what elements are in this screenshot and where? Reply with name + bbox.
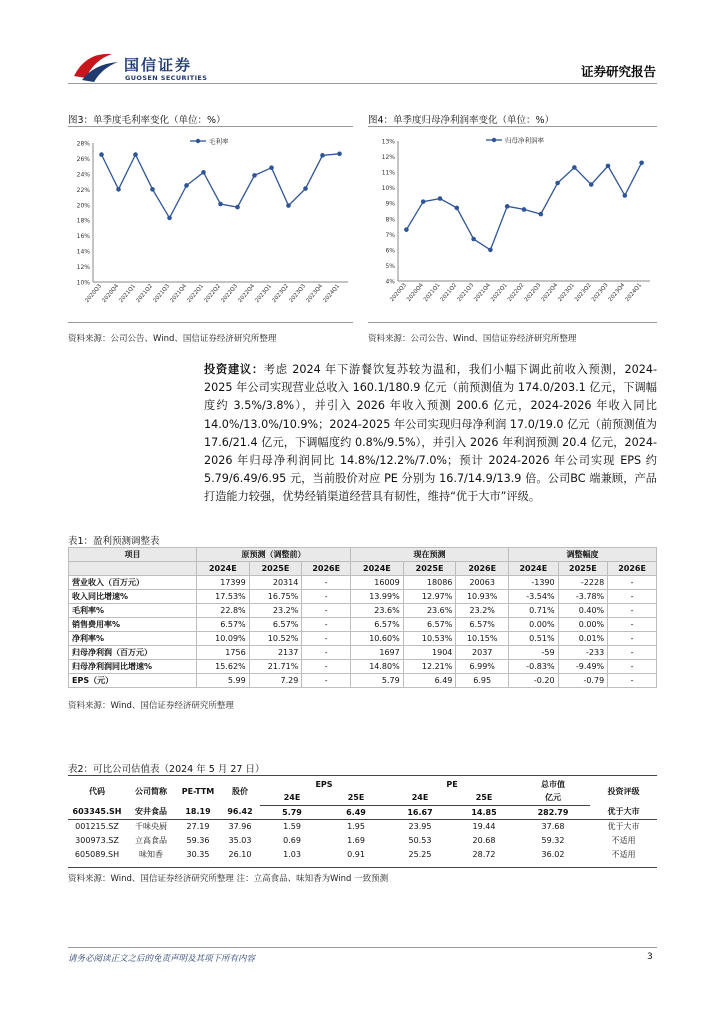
table-row: [69, 590, 657, 604]
table-cell-eps24: 5.79: [260, 805, 324, 819]
data-point: [133, 152, 138, 157]
table-cell-pe25: 14.85: [452, 805, 516, 819]
data-point: [303, 186, 308, 191]
table1-year-header: 2025E: [558, 562, 608, 576]
table-cell-price: 26.10: [228, 849, 252, 859]
table-cell: 17.53%: [197, 590, 250, 604]
table-cell: 0.00%: [558, 618, 608, 632]
table-cell: -1390: [509, 576, 559, 590]
report-type-label: 证券研究报告: [580, 64, 656, 79]
x-tick-label: 2023Q2: [574, 282, 593, 304]
table2-header: 公司简称: [135, 786, 167, 796]
table-cell: 23.6%: [403, 604, 456, 618]
data-point: [488, 248, 493, 253]
page-header: [0, 0, 724, 90]
table-row: [69, 618, 657, 632]
fig4-title: 图4：单季度归母净利润率变化（单位：%）: [368, 115, 555, 126]
table-cell: 20063: [456, 576, 509, 590]
x-tick-label: 2023Q3: [590, 282, 610, 304]
table-cell: 16.75%: [249, 590, 302, 604]
investment-advice: [204, 361, 657, 507]
table-cell-mktcap: 59.32: [541, 835, 565, 845]
table-cell: 1904: [403, 646, 456, 660]
table-cell-code: 605089.SH: [74, 849, 120, 859]
data-point: [606, 164, 611, 169]
data-point: [235, 205, 240, 210]
advice-text: 考虑 2024 年下游餐饮复苏较为温和，我们小幅下调此前收入预测，2024-2025 年公司实现营业总收入 160.1/180.9 亿元（前预测值为 174.0/203.1 亿元，下调幅度约 3.5%/3.8%），并引入 2026 年收入预测 200.6 亿元，2024-2026 年收入同比 14.0%/13.0%/10.9%；2024-2025 年公司实现归母净利润 17.0/19.0 亿元（前预测值为 17.6/21.4 亿元，下调幅度约 0.8%/9.5%），并引入 2026 年利润预测 20.4 亿元，2024-2026 年归母净利润同比 14.8%/12.2%/7.0%；预计 2024-2026 年公司实现 EPS 约 5.79/6.49/6.95 元，当前股价对应 PE 分别为 16.7/14.9/13.9 倍。公司BC 端兼顾，产品打造能力较强，优势经销渠道经营具有韧性，维持“优于大市”评级。: [204, 363, 657, 504]
table-cell: -3.78%: [558, 590, 608, 604]
data-point: [438, 196, 443, 201]
table-cell: 0.51%: [509, 632, 559, 646]
y-tick-label: 11%: [381, 169, 395, 177]
table-row: [68, 819, 657, 833]
x-tick-label: 2022Q2: [203, 283, 223, 305]
table2-header: 代码: [89, 786, 105, 796]
table-cell: 6.57%: [197, 618, 250, 632]
table-cell: -: [608, 604, 657, 618]
table-cell: 6.49: [403, 674, 456, 688]
table1-year-header: 2025E: [403, 562, 456, 576]
table-cell: -0.83%: [509, 660, 559, 674]
table-row: [68, 833, 657, 847]
table2-subheader: 25E: [324, 791, 388, 805]
table2-subheader: 24E: [260, 791, 324, 805]
table-cell: 6.57%: [403, 618, 456, 632]
x-tick-label: 2021Q3: [152, 283, 172, 305]
data-point: [572, 165, 577, 170]
data-point: [252, 173, 257, 178]
table-cell: 10.53%: [403, 632, 456, 646]
x-tick-label: 2021Q3: [456, 282, 476, 304]
header-divider: [68, 83, 657, 84]
y-tick-label: 20%: [76, 202, 90, 210]
x-tick-label: 2021Q4: [473, 282, 492, 304]
table-cell: -: [302, 660, 351, 674]
table-cell-mktcap: 37.68: [541, 821, 565, 831]
x-tick-label: 2022Q1: [186, 283, 206, 305]
company-logo: [72, 50, 232, 84]
gross-margin-chart: [68, 127, 353, 322]
table-cell: 23.2%: [249, 604, 302, 618]
table-cell-pe24: 25.25: [408, 849, 432, 859]
row-label: 净利率%: [69, 632, 197, 646]
table-cell: -: [302, 674, 351, 688]
row-label: 收入同比增速%: [69, 590, 197, 604]
table2-bottom-rule: [68, 867, 657, 868]
x-tick-label: 2021Q2: [439, 282, 459, 304]
table2-source: 资料来源：Wind、国信证券经济研究所整理 注：立高食品、味知香为Wind 一致预测: [68, 874, 389, 884]
table-cell: 0.00%: [509, 618, 559, 632]
series-line: [102, 154, 340, 218]
table-cell-code: 603345.SH: [68, 805, 126, 819]
table2-header: PE-TTM: [181, 786, 215, 796]
advice-label: 投资建议：: [204, 363, 264, 376]
table-cell-pe-ttm: 27.19: [186, 821, 210, 831]
table-cell-name: 千味央厨: [135, 821, 167, 831]
y-tick-label: 12%: [76, 264, 90, 272]
table-cell: 2037: [456, 646, 509, 660]
table2-subheader: 24E: [388, 791, 452, 805]
table-cell: -: [608, 590, 657, 604]
table-cell-rating: 不适用: [611, 835, 636, 845]
x-tick-label: 2023Q1: [254, 283, 274, 305]
table-row: [69, 674, 657, 688]
table-row: [69, 646, 657, 660]
table2-header: 投资评级: [607, 786, 640, 796]
table-cell: 10.15%: [456, 632, 509, 646]
table-cell-name: 安井食品: [126, 805, 176, 819]
table-cell: -: [608, 576, 657, 590]
table-row: [69, 576, 657, 590]
x-tick-label: 2020Q3: [84, 283, 104, 305]
table2-header: EPS: [315, 779, 333, 789]
table-cell: 0.40%: [558, 604, 608, 618]
table2-header: PE: [446, 779, 458, 789]
table-cell: 23.6%: [351, 604, 404, 618]
table-cell-eps25: 6.49: [324, 805, 388, 819]
table-cell: -: [302, 590, 351, 604]
table-cell: -2228: [558, 576, 608, 590]
table-cell: 16009: [351, 576, 404, 590]
table-cell: 10.09%: [197, 632, 250, 646]
table-cell: 7.29: [249, 674, 302, 688]
table-cell: 6.99%: [456, 660, 509, 674]
y-tick-label: 12%: [381, 154, 395, 162]
y-tick-label: 4%: [385, 278, 395, 286]
table-cell: 18086: [403, 576, 456, 590]
table-cell: 6.95: [456, 674, 509, 688]
fig4-frame: [368, 126, 657, 323]
table-cell-pe25: 19.44: [472, 821, 496, 831]
data-point: [421, 199, 426, 204]
table2-subheader: 25E: [452, 791, 516, 805]
x-tick-label: 2023Q4: [305, 283, 325, 305]
earnings-forecast-table: [68, 547, 657, 688]
x-tick-label: 2020Q4: [101, 283, 121, 305]
table-cell: 1756: [197, 646, 250, 660]
table-cell: 6.57%: [456, 618, 509, 632]
table-cell-pe-ttm: 30.35: [186, 849, 210, 859]
footer-disclaimer: 请务必阅读正文之后的免责声明及其项下所有内容: [68, 954, 256, 964]
table-cell: 5.99: [197, 674, 250, 688]
table1-year-header: 2026E: [608, 562, 657, 576]
x-tick-label: 2023Q1: [557, 282, 576, 304]
row-label: 营业收入（百万元）: [69, 576, 197, 590]
table-cell-eps24: 1.03: [283, 849, 301, 859]
table2-subheader: 亿元: [516, 791, 590, 805]
table-cell: 17399: [197, 576, 250, 590]
table-cell: -0.79: [558, 674, 608, 688]
table-cell: -: [302, 576, 351, 590]
table2-header: 股价: [232, 786, 248, 796]
legend-label: 归母净利润率: [505, 136, 544, 145]
table-cell: -3.54%: [509, 590, 559, 604]
table-cell-rating: 优于大市: [607, 821, 640, 831]
row-label: 归母净利润同比增速%: [69, 660, 197, 674]
table-cell: -233: [558, 646, 608, 660]
table-cell: 6.57%: [351, 618, 404, 632]
data-point: [99, 152, 104, 157]
table2-header: 总市值: [541, 779, 565, 789]
table-cell: 15.62%: [197, 660, 250, 674]
row-label: 归母净利润（百万元）: [69, 646, 197, 660]
y-tick-label: 7%: [385, 231, 395, 239]
table-cell: -: [302, 604, 351, 618]
table-cell-eps25: 1.95: [347, 821, 365, 831]
y-tick-label: 28%: [76, 140, 90, 148]
table-cell-code: 001215.SZ: [75, 821, 119, 831]
data-point: [505, 204, 510, 209]
data-point: [337, 152, 342, 157]
series-line: [406, 163, 641, 250]
x-tick-label: 2023Q4: [607, 282, 627, 304]
x-tick-label: 2022Q3: [220, 283, 240, 305]
table-cell: 20314: [249, 576, 302, 590]
data-point: [522, 207, 527, 212]
table1-group-header: 现在预测: [351, 548, 509, 562]
table-cell-mktcap: 282.79: [516, 805, 590, 819]
legend-label: 毛利率: [209, 137, 229, 146]
data-point: [201, 170, 206, 175]
table-cell: 22.8%: [197, 604, 250, 618]
logo-text-en: GUOSEN SECURITIES: [125, 74, 208, 82]
table-cell-eps24: 1.59: [283, 821, 301, 831]
table-cell: -: [302, 646, 351, 660]
table-cell-code: 300973.SZ: [75, 835, 119, 845]
table-cell-pe24: 50.53: [408, 835, 432, 845]
table-cell-price: 37.96: [228, 821, 252, 831]
data-point: [116, 187, 121, 192]
table-cell-price: 96.42: [220, 805, 260, 819]
net-margin-chart: [368, 127, 657, 322]
table-row: [68, 805, 657, 819]
data-point: [218, 202, 223, 207]
table-cell: 23.2%: [456, 604, 509, 618]
table-row: [69, 632, 657, 646]
y-tick-label: 13%: [381, 138, 395, 146]
table1-title: 表1：盈利预测调整表: [68, 536, 160, 547]
data-point: [320, 153, 325, 158]
table-cell: -0.20: [509, 674, 559, 688]
table2-title: 表2：可比公司估值表（2024 年 5 月 27 日）: [68, 764, 265, 775]
table-cell-name: 味知香: [139, 849, 163, 859]
table-cell-eps25: 0.91: [347, 849, 365, 859]
data-point: [404, 227, 409, 232]
table1-group-header: 原预测（调整前）: [197, 548, 351, 562]
fig4-source: 资料来源：公司公告、Wind、国信证券经济研究所整理: [368, 334, 577, 344]
row-label: EPS（元）: [69, 674, 197, 688]
x-tick-label: 2022Q2: [506, 282, 526, 304]
table-cell-rating: 不适用: [611, 849, 636, 859]
table-cell: 13.99%: [351, 590, 404, 604]
table2-header-row: [68, 777, 657, 791]
table-row: [68, 847, 657, 861]
table-cell: 14.80%: [351, 660, 404, 674]
table-cell: 5.79: [351, 674, 404, 688]
table-cell: 10.60%: [351, 632, 404, 646]
y-tick-label: 9%: [385, 200, 395, 208]
y-tick-label: 5%: [385, 262, 395, 270]
table-cell: 12.21%: [403, 660, 456, 674]
x-tick-label: 2022Q3: [523, 282, 543, 304]
table-cell-name: 立高食品: [135, 835, 167, 845]
table-cell: 0.71%: [509, 604, 559, 618]
table1-group-header: 调整幅度: [509, 548, 657, 562]
data-point: [269, 165, 274, 170]
table-cell-pe25: 28.72: [472, 849, 496, 859]
table1-group-header: 项目: [69, 548, 197, 562]
table-cell: -: [608, 646, 657, 660]
table-cell-price: 35.03: [228, 835, 252, 845]
table-cell: -: [608, 618, 657, 632]
logo-mark-icon: [72, 50, 120, 84]
table-cell-pe-ttm: 59.36: [186, 835, 210, 845]
table-cell-eps24: 0.69: [283, 835, 301, 845]
y-tick-label: 24%: [76, 171, 90, 179]
peer-valuation-table: [68, 777, 657, 861]
legend-marker: [196, 139, 200, 143]
table1-group-header-row: [69, 548, 657, 562]
fig3-source: 资料来源：公司公告、Wind、国信证券经济研究所整理: [68, 334, 277, 344]
data-point: [639, 160, 644, 165]
table1-year-header: 2024E: [351, 562, 404, 576]
data-point: [184, 183, 189, 188]
x-tick-label: 2020Q3: [389, 282, 408, 304]
fig3-frame: [68, 126, 353, 323]
table1-year-header: 2024E: [197, 562, 250, 576]
x-tick-label: 2021Q2: [135, 283, 155, 305]
table1-year-header: 2026E: [302, 562, 351, 576]
table1-year-header: 2025E: [249, 562, 302, 576]
table-cell: -9.49%: [558, 660, 608, 674]
page-number: 3: [647, 952, 653, 962]
table-cell: -: [608, 674, 657, 688]
fig3-title: 图3：单季度毛利率变化（单位：%）: [68, 115, 226, 126]
table-cell: 12.97%: [403, 590, 456, 604]
table-cell-eps25: 1.69: [347, 835, 365, 845]
table-cell: -: [608, 632, 657, 646]
table-cell: 10.93%: [456, 590, 509, 604]
x-tick-label: 2021Q4: [169, 283, 189, 305]
row-label: 毛利率%: [69, 604, 197, 618]
table-cell-pe24: 16.67: [388, 805, 452, 819]
y-tick-label: 10%: [76, 279, 90, 287]
x-tick-label: 2024Q1: [624, 282, 644, 304]
table-cell: -: [302, 632, 351, 646]
data-point: [471, 237, 476, 242]
table1-source: 资料来源：Wind、国信证券经济研究所整理: [68, 701, 234, 711]
table1-year-header: 2026E: [456, 562, 509, 576]
x-tick-label: 2021Q1: [422, 282, 442, 304]
data-point: [539, 212, 544, 217]
table-cell-rating: 优于大市: [590, 805, 657, 819]
data-point: [167, 216, 172, 221]
y-tick-label: 22%: [76, 186, 90, 194]
table1-year-header-row: [69, 562, 657, 576]
table-cell: 0.01%: [558, 632, 608, 646]
data-point: [589, 182, 594, 187]
table-cell: 1697: [351, 646, 404, 660]
x-tick-label: 2021Q1: [118, 283, 138, 305]
table-cell: 10.52%: [249, 632, 302, 646]
table-cell-pe-ttm: 18.19: [176, 805, 220, 819]
table-cell: 2137: [249, 646, 302, 660]
x-tick-label: 2022Q4: [540, 282, 560, 304]
data-point: [555, 181, 560, 186]
table-cell: -: [608, 660, 657, 674]
x-tick-label: 2024Q1: [322, 283, 342, 305]
y-tick-label: 10%: [381, 185, 395, 193]
x-tick-label: 2023Q2: [271, 283, 291, 305]
table-cell: 6.57%: [249, 618, 302, 632]
x-tick-label: 2022Q1: [490, 282, 509, 304]
table-cell: -59: [509, 646, 559, 660]
y-tick-label: 6%: [385, 247, 395, 255]
legend-marker: [492, 138, 496, 142]
table-cell: 21.71%: [249, 660, 302, 674]
table-cell-pe25: 20.68: [472, 835, 496, 845]
table-cell-pe24: 23.95: [408, 821, 432, 831]
x-tick-label: 2020Q4: [406, 282, 425, 304]
table-row: [69, 604, 657, 618]
y-tick-label: 8%: [385, 216, 395, 224]
table1-year-header: 2024E: [509, 562, 559, 576]
logo-text-cn: 国信证券: [124, 56, 193, 74]
data-point: [623, 193, 628, 198]
y-tick-label: 18%: [76, 217, 90, 225]
data-point: [150, 187, 155, 192]
row-label: 销售费用率%: [69, 618, 197, 632]
table-cell-mktcap: 36.02: [541, 849, 565, 859]
y-tick-label: 14%: [76, 248, 90, 256]
table2-top-rule: [68, 775, 657, 776]
table-row: [69, 660, 657, 674]
footer-divider: [68, 947, 657, 948]
x-tick-label: 2022Q4: [237, 283, 257, 305]
y-tick-label: 26%: [76, 155, 90, 163]
data-point: [455, 206, 460, 211]
data-point: [286, 203, 291, 208]
table-cell: -: [302, 618, 351, 632]
y-tick-label: 16%: [76, 233, 90, 241]
x-tick-label: 2023Q3: [288, 283, 308, 305]
